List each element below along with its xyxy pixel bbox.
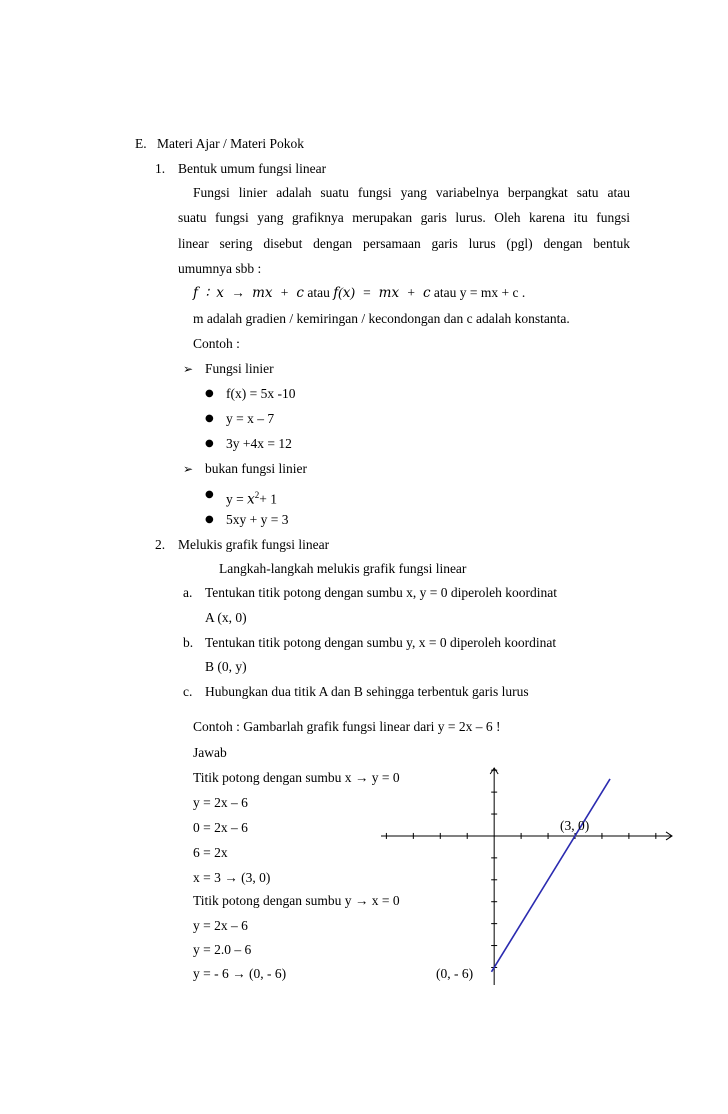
x-axis	[381, 832, 672, 840]
section-label: E.	[135, 136, 147, 151]
work-line-8: y = 2.0 – 6	[193, 942, 252, 957]
bullet-dot-icon: ●	[205, 438, 214, 449]
step-letter-a: a.	[183, 585, 193, 600]
x-intercept-label: (3, 0)	[560, 818, 590, 833]
y-intercept-label: (0, - 6)	[436, 966, 474, 981]
work-line-5: x = 3 → (3, 0)	[193, 870, 271, 885]
item2-title: Melukis grafik fungsi linear	[178, 537, 330, 552]
example-label: Contoh :	[193, 336, 240, 351]
answer-label: Jawab	[193, 745, 227, 760]
step-a-text: Tentukan titik potong dengan sumbu x, y = 0 diperoleh koordinat	[205, 585, 557, 600]
paragraph-line-1: Fungsi linier adalah suatu fungsi yang variabelnya berpangkat satu atau	[193, 185, 630, 200]
formula-function: 𝑓(𝑥) = 𝑚𝑥 + 𝑐	[333, 285, 431, 300]
paragraph-line-4: umumnya sbb :	[178, 261, 262, 276]
step-c-text: Hubungkan dua titik A dan B sehingga terbentuk garis lurus	[205, 684, 529, 699]
linear-example-2: y = x – 7	[226, 411, 275, 426]
work-line-3: 0 = 2x – 6	[193, 820, 248, 835]
bullet-dot-icon: ●	[205, 413, 214, 424]
step-letter-b: b.	[183, 635, 194, 650]
step-b-text: Tentukan titik potong dengan sumbu y, x = 0 diperoleh koordinat	[205, 635, 557, 650]
work-line-4: 6 = 2x	[193, 845, 228, 860]
bullet-dot-icon: ●	[205, 514, 214, 525]
step-a-detail: A (x, 0)	[205, 610, 247, 625]
formula-or-1: atau	[307, 285, 330, 300]
example-question: Contoh : Gambarlah grafik fungsi linear dari y = 2x – 6 !	[193, 719, 501, 734]
item1-number: 1.	[155, 161, 166, 176]
section-title: Materi Ajar / Materi Pokok	[157, 136, 304, 151]
formula-equation: y = mx + c .	[459, 285, 526, 300]
formula-or-2: atau	[433, 285, 457, 300]
nonlinear-example-2: 5xy + y = 3	[226, 512, 289, 527]
gradient-explanation: m adalah gradien / kemiringan / kecondongan dan c adalah konstanta.	[193, 311, 570, 326]
bullet-dot-icon: ●	[205, 489, 214, 500]
item2-subtitle: Langkah-langkah melukis grafik fungsi linear	[219, 561, 467, 576]
y-axis	[490, 768, 498, 985]
item2-number: 2.	[155, 537, 166, 552]
paragraph-line-2: suatu fungsi yang grafiknya merupakan garis lurus. Oleh karena itu fungsi	[178, 210, 630, 225]
linear-example-1: f(x) = 5x -10	[226, 386, 296, 401]
work-line-1: Titik potong dengan sumbu x → y = 0	[193, 770, 400, 785]
work-line-6: Titik potong dengan sumbu y → x = 0	[193, 893, 400, 908]
arrow-bullet-icon: ➢	[183, 362, 194, 376]
nonlinear-group-label: bukan fungsi linier	[205, 461, 307, 476]
bullet-dot-icon: ●	[205, 388, 214, 399]
nonlinear-example-1: y = 𝑥$^2$+ 1	[226, 490, 277, 507]
work-line-2: y = 2x – 6	[193, 795, 248, 810]
paragraph-line-3: linear sering disebut dengan persamaan garis lurus (pgl) dengan bentuk	[178, 236, 630, 251]
linear-example-3: 3y +4x = 12	[226, 436, 292, 451]
work-line-7: y = 2x – 6	[193, 918, 248, 933]
item1-title: Bentuk umum fungsi linear	[178, 161, 327, 176]
formula-mapping: 𝑓 ∶ 𝑥 → 𝑚𝑥 + 𝑐	[193, 285, 304, 300]
arrow-bullet-icon: ➢	[183, 462, 194, 476]
step-letter-c: c.	[183, 684, 193, 699]
graph-line-y-2x-6	[491, 779, 610, 972]
step-b-detail: B (0, y)	[205, 659, 247, 674]
work-line-9: y = - 6 → (0, - 6)	[193, 966, 287, 981]
linear-group-label: Fungsi linier	[205, 361, 274, 376]
